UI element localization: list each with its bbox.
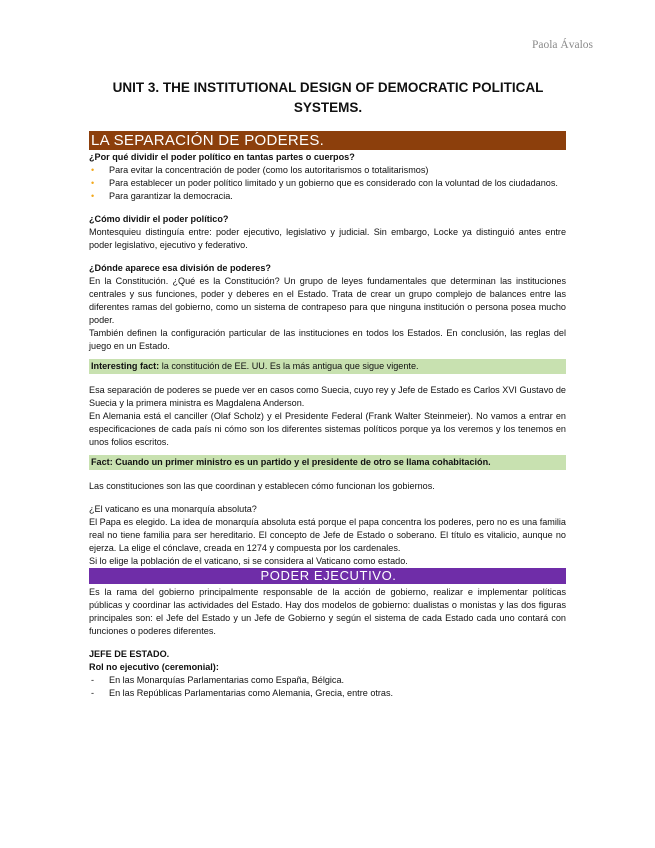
paragraph: El Papa es elegido. La idea de monarquía absoluta está porque el papa concentra los poderes, pero no es una familia real no tiene familia para ser hereditario. El concepto de Jefe de Estado o soberano. El título es vitalicio, aunque no ejerza. La elige el cónclave, creada en 1274 y compuesta por los cardenales. xyxy=(89,517,566,553)
question-line: ¿El vaticano es una monarquía absoluta? xyxy=(89,504,257,514)
subheading-rol: Rol no ejecutivo (ceremonial): xyxy=(89,662,219,672)
list-item: • Para garantizar la democracia. xyxy=(91,191,233,201)
list-item: - En las Repúblicas Parlamentarias como Alemania, Grecia, entre otras. xyxy=(91,688,394,698)
bullet-icon: • xyxy=(91,178,95,188)
paragraph: Es la rama del gobierno principalmente responsable de la acción de gobierno, realizar e implementar políticas públicas y coordinar las actividades del Estado. Hay dos modelos de gobierno: dualistas o monistas y las dos figuras principales son: el Jefe del Estado y un Jefe de Gobierno y según el sistema de cada Estado cada uno contará con funciones o poderes diferentes. xyxy=(89,587,566,636)
paragraph: En Alemania está el canciller (Olaf Scholz) y el Presidente Federal (Frank Walter Steinmeier). No vamos a entrar en especificaciones de cada país ni cómo son los diferentes sistemas políticos porque ya los veremos y los tenemos en unos folios escritos. xyxy=(89,411,566,447)
fact-text: la constitución de EE. UU. Es la más antigua que sigue vigente. xyxy=(159,361,419,371)
dash-list xyxy=(89,674,566,700)
subheading-jefe-estado: JEFE DE ESTADO. xyxy=(89,649,170,659)
dash-icon: - xyxy=(91,675,95,685)
question-heading: ¿Por qué dividir el poder político en tantas partes o cuerpos? xyxy=(89,152,355,162)
list-item: - En las Monarquías Parlamentarias como España, Bélgica. xyxy=(91,675,345,685)
list-item: • Para establecer un poder político limitado y un gobierno que es considerado con la voluntad de los ciudadanos. xyxy=(91,178,558,188)
bullet-list xyxy=(89,164,566,203)
question-heading: ¿Cómo dividir el poder político? xyxy=(89,214,229,224)
list-item: • Para evitar la concentración de poder (como los autoritarismos o totalitarismos) xyxy=(91,165,429,175)
paragraph: También definen la configuración particular de las instituciones en todos los Estados. En conclusión, las reglas del juego en un Estado. xyxy=(89,328,566,351)
document-body xyxy=(89,131,566,700)
paragraph: Esa separación de poderes se puede ver en casos como Suecia, cuyo rey y Jefe de Estado es Carlos XVI Gustavo de Suecia y la primera ministra es Magdalena Anderson. xyxy=(89,385,566,408)
section-heading-separacion: LA SEPARACIÓN DE PODERES. xyxy=(89,131,566,150)
paragraph: En la Constitución. ¿Qué es la Constitución? Un grupo de leyes fundamentales que determinan las instituciones centrales y sus funciones, poder y deberes en el Estado. Trata de crear un grupo complejo de balances entre las diferentes ramas del gobierno, como un sistema de contrapeso para que ninguna institución o persona posea mucho poder. xyxy=(89,276,566,325)
section-heading-poder-ejecutivo: PODER EJECUTIVO. xyxy=(89,568,566,584)
page-title: UNIT 3. THE INSTITUTIONAL DESIGN OF DEMOCRATIC POLITICAL SYSTEMS. xyxy=(112,80,544,115)
paragraph: Las constituciones son las que coordinan y establecen cómo funcionan los gobiernos. xyxy=(89,481,435,491)
fact-box: Fact: Cuando un primer ministro es un partido y el presidente de otro se llama cohabitación. xyxy=(89,455,566,470)
author-name: Paola Ávalos xyxy=(531,39,593,51)
paragraph: Montesquieu distinguía entre: poder ejecutivo, legislativo y judicial. Sin embargo, Locke ya distinguió antes entre poder legislativo, ejecutivo y federativo. xyxy=(89,227,566,250)
paragraph: Si lo elige la población de el vaticano, si se considera al Vaticano como estado. xyxy=(89,556,408,566)
bullet-icon: • xyxy=(91,165,95,175)
fact-label: Interesting fact: xyxy=(91,361,160,371)
bullet-icon: • xyxy=(91,191,95,201)
question-heading: ¿Dónde aparece esa división de poderes? xyxy=(89,263,271,273)
dash-icon: - xyxy=(91,688,95,698)
fact-box xyxy=(89,359,566,374)
